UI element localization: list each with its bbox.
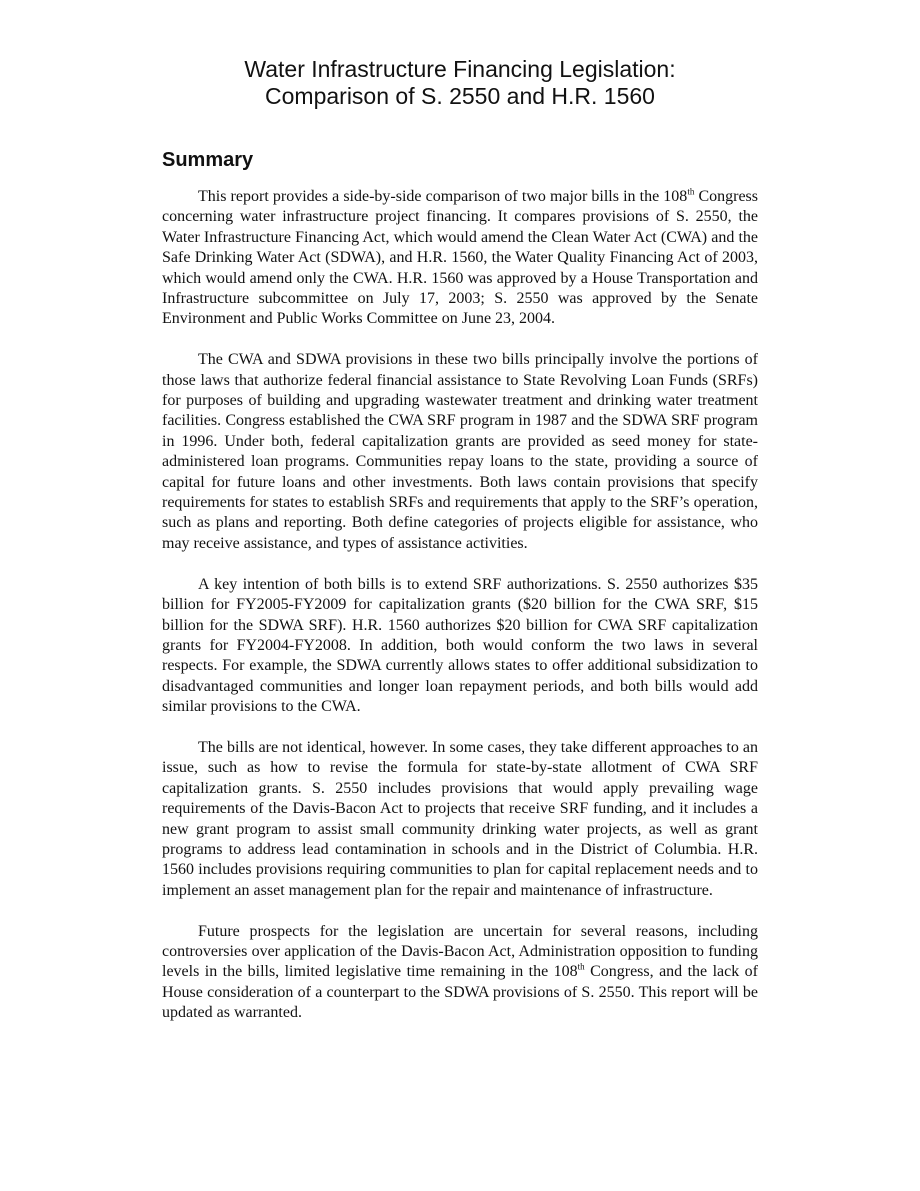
- paragraph-1-sup: th: [687, 186, 695, 197]
- paragraph-5: [162, 922, 758, 1024]
- paragraph-5-after: Congress, and the lack of House consideration of a counterpart to the SDWA provisions of S. 2550. This report will be updated as warranted.: [162, 963, 758, 1022]
- paragraph-3: A key intention of both bills is to extend SRF authorizations. S. 2550 authorizes $35 billion for FY2005-FY2009 for capitalization grants ($20 billion for the CWA SRF, $15 billion for the SDWA SRF). H.R. 1560 authorizes $20 billion for CWA SRF capitalization grants for FY2004-FY2008. In addition, both would conform the two laws in several respects. For example, the SDWA currently allows states to offer additional subsidization to disadvantaged communities and longer loan repayment periods, and both bills would add similar provisions to the CWA.: [162, 575, 758, 716]
- paragraph-5-before: Future prospects for the legislation are uncertain for several reasons, including controversies over application of the Davis-Bacon Act, Administration opposition to funding levels in the bills, limited legislative time remaining in the 108: [162, 922, 758, 981]
- paragraph-1-before: This report provides a side-by-side comparison of two major bills in the 108: [198, 188, 688, 205]
- title-line-1: Water Infrastructure Financing Legislation:: [244, 56, 676, 82]
- paragraph-5-sup: th: [577, 962, 585, 973]
- summary-body: [162, 187, 758, 1024]
- document-title: [162, 56, 758, 110]
- paragraph-4: The bills are not identical, however. In some cases, they take different approaches to an issue, such as how to revise the formula for state-by-state allotment of CWA SRF capitalization grants. S. 2550 includes provisions that would apply prevailing wage requirements of the Davis-Bacon Act to projects that receive SRF funding, and it includes a new grant program to assist small community drinking water projects, as well as grant programs to address lead contamination in schools and in the District of Columbia. H.R. 1560 includes provisions requiring communities to plan for capital replacement needs and to implement an asset management plan for the repair and maintenance of infrastructure.: [162, 738, 758, 899]
- title-line-2: Comparison of S. 2550 and H.R. 1560: [265, 83, 655, 109]
- summary-heading: Summary: [162, 149, 254, 171]
- paragraph-1: [162, 187, 758, 330]
- paragraph-1-after: Congress concerning water infrastructure project financing. It compares provisions of S. 2550, the Water Infrastructure Financing Act, which would amend the Clean Water Act (CWA) and the Safe Drinking Water Act (SDWA), and H.R. 1560, the Water Quality Financing Act of 2003, which would amend only the CWA. H.R. 1560 was approved by a House Transportation and Infrastructure subcommittee on July 17, 2003; S. 2550 was approved by the Senate Environment and Public Works Committee on June 23, 2004.: [162, 188, 758, 328]
- document-page: [162, 56, 758, 1044]
- paragraph-2: The CWA and SDWA provisions in these two bills principally involve the portions of those laws that authorize federal financial assistance to State Revolving Loan Funds (SRFs) for purposes of building and upgrading wastewater treatment and drinking water treatment facilities. Congress established the CWA SRF program in 1987 and the SDWA SRF program in 1996. Under both, federal capitalization grants are provided as seed money for state-administered loan programs. Communities repay loans to the state, providing a source of capital for future loans and other investments. Both laws contain provisions that specify requirements for states to establish SRFs and requirements that apply to the SRF’s operation, such as plans and reporting. Both define categories of projects eligible for assistance, who may receive assistance, and types of assistance activities.: [162, 351, 758, 552]
